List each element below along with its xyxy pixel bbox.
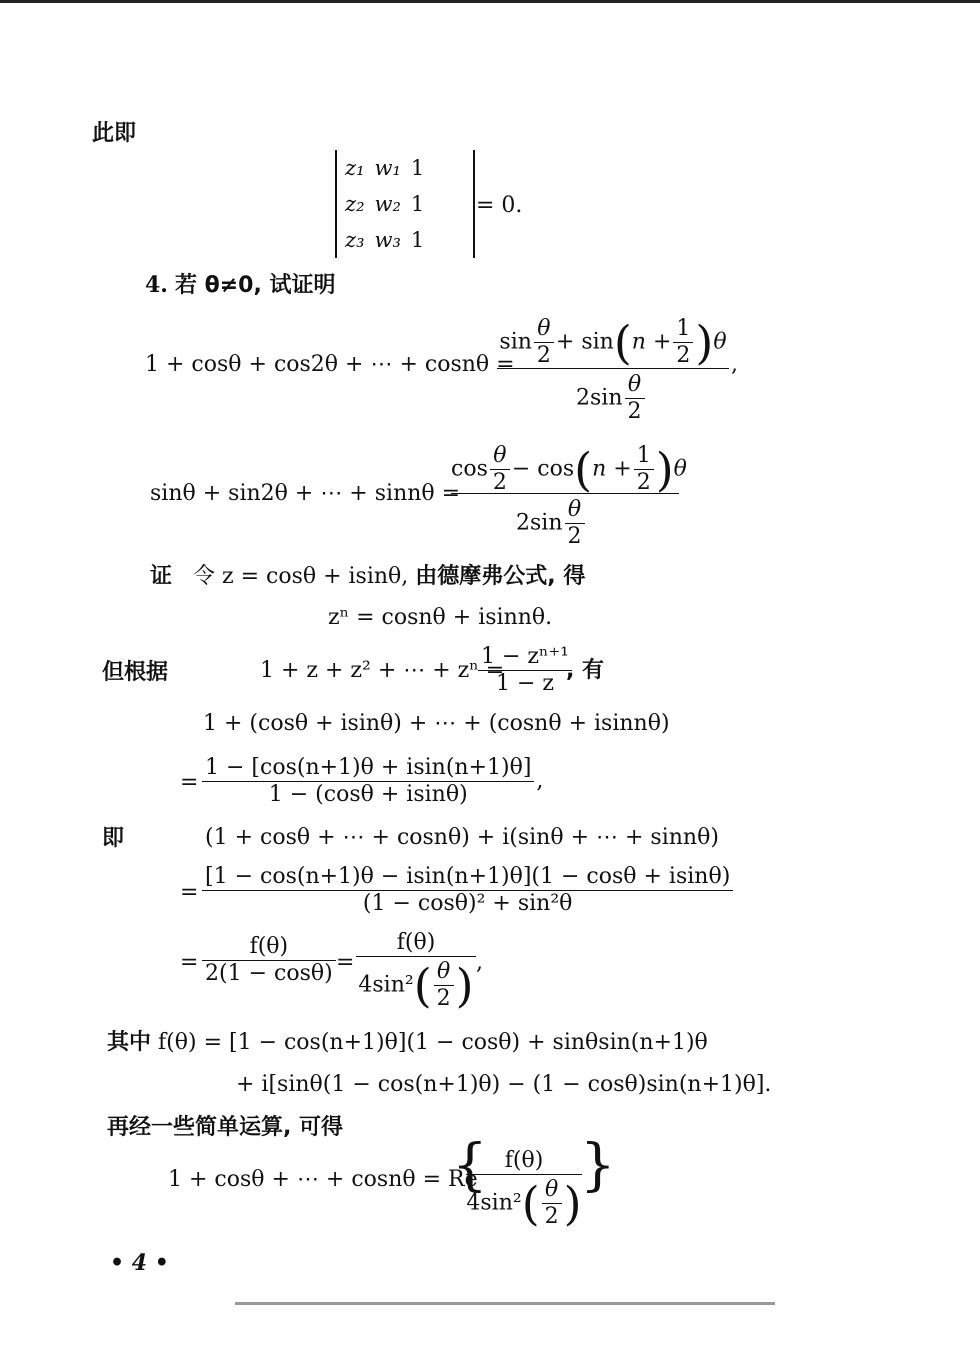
frac-num: θ [490, 443, 510, 470]
geometric-sum-frac [476, 644, 574, 697]
but-trail: , 有 [566, 658, 605, 683]
den-sin2: 4sin² [466, 1190, 522, 1216]
frac-num: 1 [634, 443, 654, 470]
frac-den: 2 [492, 470, 507, 495]
det-cell: 1 [410, 192, 425, 216]
problem-number: 4. [145, 272, 168, 298]
den-sin2: 4sin² [358, 972, 414, 998]
frac-den: 2 [544, 1204, 559, 1229]
frac-num: θ [434, 959, 454, 986]
frac-den: 2 [436, 986, 451, 1011]
frac-num: θ [625, 372, 645, 399]
det-cell: 1 [410, 228, 425, 252]
equals-sign: = [180, 770, 199, 795]
equals-sign: = [336, 950, 355, 975]
eq1-den-a: 2sin [576, 385, 623, 411]
frac-den: 2 [536, 343, 551, 368]
frac-den: 1 − (cosθ + isinθ) [268, 782, 468, 807]
frac-num: [1 − cos(n+1)θ − isin(n+1)θ](1 − cosθ + isinθ) [202, 864, 733, 891]
equals-sign: = [180, 950, 199, 975]
frac-num: θ [565, 497, 585, 524]
proof-text-a: 令 z = cosθ + isinθ, [193, 564, 409, 589]
sum-line-2 [200, 755, 543, 808]
determinant [335, 150, 475, 258]
eq1-lhs: 1 + cosθ + cos2θ + ⋯ + cosnθ = [145, 352, 515, 377]
det-cell: w₂ [374, 192, 401, 216]
frac-num: f(θ) [466, 1148, 582, 1175]
eq1-num-b: + sin [555, 329, 614, 355]
top-border [0, 0, 980, 3]
again-text: 再经一些简单运算, 可得 [107, 1115, 344, 1140]
eq2-num-b: − cos [511, 456, 575, 482]
sum-line-4b: f(θ) 4sin²( $\frac{\theta}{2}$ ) [356, 930, 476, 1012]
line4-trail: , [476, 950, 483, 975]
bottom-rule [235, 1302, 775, 1305]
frac-den: (1 − cosθ)² + sin²θ [362, 891, 573, 916]
final-lhs: 1 + cosθ + ⋯ + cosnθ = Re [168, 1167, 478, 1192]
proof-label: 证 [150, 564, 173, 589]
frac-num: 1 − [cos(n+1)θ + isin(n+1)θ] [202, 755, 534, 782]
text-ciji: 此即 [92, 121, 137, 146]
eq1-denominator [576, 372, 647, 425]
frac-den: 2 [676, 343, 691, 368]
sum-line-3 [200, 864, 735, 917]
line2-trail: , [536, 768, 544, 794]
but-label: 但根据 [102, 660, 169, 685]
eq1-num-a: sin [499, 329, 532, 355]
ji-line: (1 + cosθ + ⋯ + cosnθ) + i(sinθ + ⋯ + sinnθ) [205, 825, 719, 850]
frac-den: 1 − z [495, 671, 554, 696]
frac-den: 2 [636, 470, 651, 495]
final-frac: f(θ) 4sin²( $\frac{\theta}{2}$ ) [466, 1148, 582, 1231]
frac-num: f(θ) [202, 934, 336, 961]
frac-den: 2 [627, 399, 642, 424]
qizhong-label: 其中 [107, 1030, 152, 1055]
eq2-den-a: 2sin [516, 510, 563, 536]
proof-text-b: 由德摩弗公式, 得 [415, 564, 586, 589]
det-cell: w₁ [374, 156, 401, 180]
f-theta-def-b: + i[sinθ(1 − cos(n+1)θ) − (1 − cosθ)sin(n+1)θ]. [236, 1072, 772, 1097]
eq1-trail: , [731, 352, 738, 377]
problem-text: 若 θ≠0, 试证明 [174, 273, 336, 298]
eq1-num-c: n + [631, 329, 672, 355]
eq2-num-c: n + [592, 456, 632, 482]
ji-label: 即 [102, 826, 125, 851]
eq2-lhs: sinθ + sin2θ + ⋯ + sinnθ = [150, 481, 461, 506]
eq2-num-a: cos [451, 456, 488, 482]
frac-num: θ [534, 316, 554, 343]
eq1-numerator: sin $\frac{\theta}{2}$ + sin(n + $\frac{1}{2}$ )θ [497, 316, 729, 369]
frac-num: 1 − zⁿ⁺¹ [478, 644, 572, 671]
sum-line-1: 1 + (cosθ + isinθ) + ⋯ + (cosnθ + isinnθ) [203, 711, 670, 736]
problem-heading [145, 272, 336, 299]
det-cell: w₃ [374, 228, 401, 252]
geometric-sum-lhs: 1 + z + z² + ⋯ + zⁿ = [260, 658, 505, 683]
final-brace-left: { [452, 1133, 488, 1198]
proof-line [150, 564, 585, 590]
det-rhs: = 0. [476, 193, 523, 218]
det-cell: z₂ [345, 192, 365, 216]
equals-sign: = [180, 880, 199, 905]
det-cell: z₃ [345, 228, 365, 252]
eq2-numerator: cos $\frac{\theta}{2}$ − cos(n + $\frac{1}{2}$ )θ [451, 442, 687, 497]
eq2-denominator [516, 497, 587, 550]
final-brace-right: } [580, 1133, 616, 1198]
det-cell: 1 [410, 156, 425, 180]
frac-num: f(θ) [356, 930, 476, 957]
sum-line-4a [200, 934, 338, 987]
page-number: • 4 • [110, 1250, 169, 1276]
frac-den: 2(1 − cosθ) [205, 961, 333, 986]
demoivre-formula: zⁿ = cosnθ + isinnθ. [328, 605, 553, 630]
frac-num: 1 [673, 316, 693, 343]
frac-den: 2 [567, 524, 582, 549]
frac-num: θ [542, 1177, 562, 1204]
f-theta-def-a: f(θ) = [1 − cos(n+1)θ](1 − cosθ) + sinθsin(n+1)θ [158, 1030, 708, 1055]
det-cell: z₁ [345, 156, 365, 180]
qizhong-line-a [107, 1030, 708, 1056]
